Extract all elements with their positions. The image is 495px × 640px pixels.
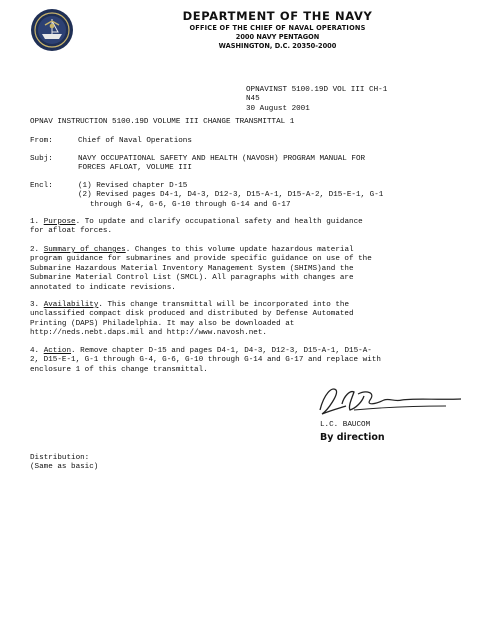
letterhead-address: 2000 NAVY PENTAGON: [235, 33, 320, 41]
paragraph-heading: Summary of changes: [43, 246, 126, 254]
navy-seal-icon: [30, 8, 74, 52]
paragraph-heading: Action: [43, 347, 72, 355]
paragraph-availability: 3. Availability. This change transmittal will be incorporated into the unclassified compact disk produced and distributed by Defense Automated Printing (DAPS) Philadelphia. It may also be downloaded at http://neds.nebt.daps.mil and http://www.navosh.net.: [30, 301, 354, 338]
paragraph-text: Remove chapter D-15 and pages D4-1, D4-3, D12-3, D15-A-1, D15-A- 2, D15-E-1, G-1 through G-4, G-6, G-10 through G-14 and G-17 and replace with enclosure 1 of this change transmittal.: [30, 347, 381, 374]
letterhead-title: DEPARTMENT OF THE NAVY: [182, 9, 373, 23]
paragraph-text: This change transmittal will be incorporated into the unclassified compact disk produced and distributed by Defense Automated Printing (DAPS) Philadelphia. It may also be downloaded at http://neds.nebt.daps.mil and http://www.navosh.net.: [30, 301, 354, 338]
encl-item-2-cont: through G-4, G-6, G-10 through G-14 and G-17: [90, 200, 291, 209]
subj-line-1: NAVY OCCUPATIONAL SAFETY AND HEALTH (NAVOSH) PROGRAM MANUAL FOR: [78, 155, 366, 163]
subj-label: Subj:: [30, 155, 53, 163]
paragraph-heading: Availability: [43, 301, 99, 309]
subj-line-2: FORCES AFLOAT, VOLUME III: [78, 164, 192, 173]
paragraph-number: 3.: [30, 301, 40, 309]
document-date: 30 August 2001: [246, 104, 310, 113]
paragraph-number: 1.: [30, 218, 40, 226]
signer-authority: By direction: [320, 432, 385, 443]
paragraph-text: Changes to this volume update hazardous material program guidance for submarines and provide specific guidance on use of the Submarine Hazardous Material Inventory Management System (SHIMS)and the Submarine Material Control List (SMCL). All paragraphs with changes are annotated to indicate revisions.: [30, 246, 372, 292]
handwritten-signature: [306, 380, 466, 420]
from-value: Chief of Naval Operations: [78, 137, 192, 145]
distribution-label: Distribution:: [30, 454, 90, 462]
paragraph-summary: 2. Summary of changes. Changes to this volume update hazardous material program guidance for submarines and provide specific guidance on use of the Submarine Hazardous Material Inventory Management System (SHIMS)and the Submarine Material Control List (SMCL). All paragraphs with changes are annotated to indicate revisions.: [30, 246, 372, 292]
letterhead-city: WASHINGTON, D.C. 20350-2000: [218, 42, 337, 50]
paragraph-heading: Purpose: [43, 218, 76, 226]
encl-item-1: (1) Revised chapter D-15: [78, 182, 188, 190]
from-label: From:: [30, 137, 53, 145]
paragraph-action: 4. Action. Remove chapter D-15 and pages D4-1, D4-3, D12-3, D15-A-1, D15-A- 2, D15-E-1, G-1 through G-4, G-6, G-10 through G-14 and G-17 and replace with enclosure 1 of this change transmittal.: [30, 347, 381, 374]
signer-name: L.C. BAUCOM: [320, 421, 371, 429]
document-title: OPNAV INSTRUCTION 5100.19D VOLUME III CHANGE TRANSMITTAL 1: [30, 118, 295, 126]
paragraph-number: 2.: [30, 246, 40, 254]
distribution-value: (Same as basic): [30, 463, 99, 472]
distribution-block: [30, 454, 98, 473]
paragraph-text: To update and clarify occupational safety and health guidance for afloat forces.: [30, 218, 363, 236]
instruction-number: OPNAVINST 5100.19D VOL III CH-1: [246, 86, 388, 94]
paragraph-purpose: 1. Purpose. To update and clarify occupational safety and health guidance for afloat forces.: [30, 218, 363, 236]
paragraph-number: 4.: [30, 347, 40, 355]
encl-item-2: (2) Revised pages D4-1, D4-3, D12-3, D15-A-1, D15-A-2, D15-E-1, G-1: [78, 191, 384, 200]
reference-block: [246, 86, 387, 114]
encl-label: Encl:: [30, 182, 53, 190]
letterhead-office: OFFICE OF THE CHIEF OF NAVAL OPERATIONS: [189, 24, 366, 32]
office-code: N45: [246, 95, 260, 104]
